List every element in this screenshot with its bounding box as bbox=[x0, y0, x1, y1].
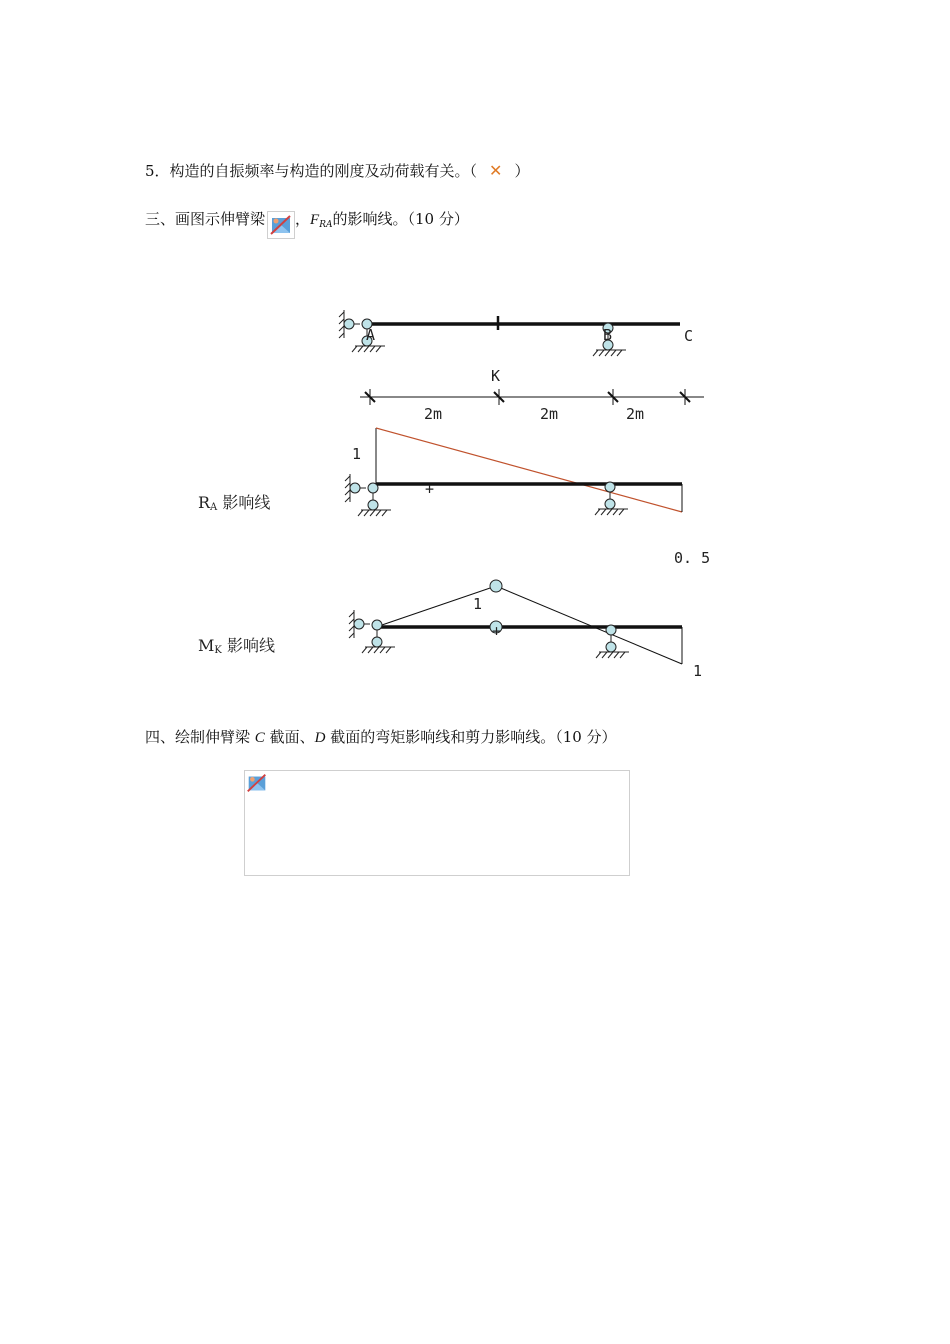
mk-line-label: MK 影响线 bbox=[198, 636, 275, 656]
question-5-text: 5．构造的自振频率与构造的刚度及动荷载有关。（ bbox=[145, 162, 478, 180]
wrong-mark-icon: ✕ bbox=[489, 161, 503, 180]
label-k: K bbox=[491, 367, 501, 385]
question-4-mid: 截面、 bbox=[264, 728, 315, 746]
question-3-comma: ， bbox=[295, 210, 311, 228]
question-3-suffix: 的影响线。（10 分） bbox=[332, 210, 469, 228]
question-3-prefix: 三、画图示伸臂梁 bbox=[145, 210, 266, 228]
label-c: C bbox=[684, 327, 694, 345]
section-d: D bbox=[314, 730, 326, 746]
ra-value-left: 1 bbox=[352, 445, 362, 463]
missing-image-placeholder bbox=[244, 770, 630, 876]
question-4-suffix: 截面的弯矩影响线和剪力影响线。（10 分） bbox=[325, 728, 617, 746]
mk-influence-line bbox=[198, 580, 702, 680]
question-4-prefix: 四、绘制伸臂梁 bbox=[145, 728, 255, 746]
ra-value-right: 0. 5 bbox=[674, 549, 711, 567]
dimension-1: 2m bbox=[424, 405, 443, 423]
dimension-2: 2m bbox=[540, 405, 559, 423]
dimension-line bbox=[360, 389, 704, 423]
question-5-close: ） bbox=[514, 162, 530, 180]
label-a: A bbox=[366, 326, 376, 344]
dimension-3: 2m bbox=[626, 405, 645, 423]
ra-line-label: RA 影响线 bbox=[198, 493, 271, 513]
broken-image-icon bbox=[245, 771, 269, 795]
section-c: C bbox=[254, 730, 265, 746]
mk-value-right: 1 bbox=[693, 662, 703, 680]
mk-value-peak: 1 bbox=[473, 595, 483, 613]
mk-sign: + bbox=[492, 622, 502, 640]
label-b: B bbox=[603, 326, 613, 344]
structure-beam bbox=[339, 310, 693, 385]
ra-influence-line bbox=[198, 428, 710, 567]
ra-sign: + bbox=[425, 480, 435, 498]
question-4 bbox=[145, 726, 617, 747]
force-subscript: RA bbox=[319, 220, 333, 230]
force-symbol: F bbox=[310, 212, 320, 228]
